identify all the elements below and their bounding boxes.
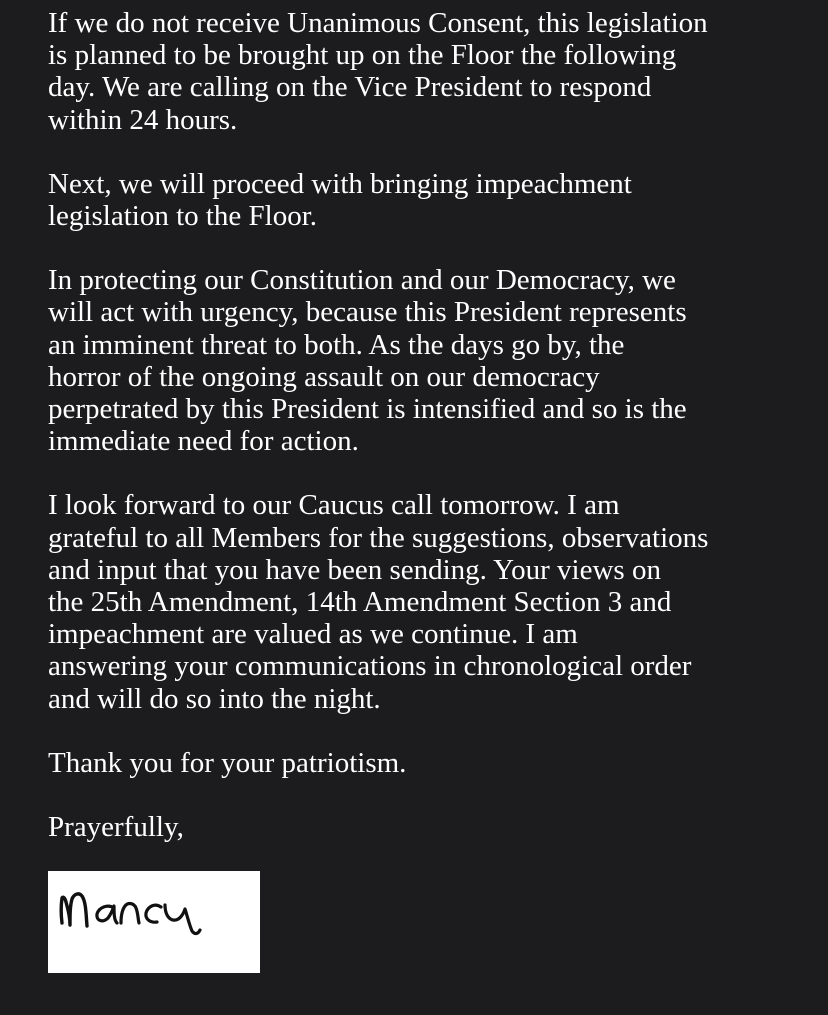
text-line: an imminent threat to both. As the days go by, the xyxy=(48,328,625,361)
text-line: immediate need for action. xyxy=(48,425,359,458)
text-line: is planned to be brought up on the Floor the following xyxy=(48,39,677,72)
text-line: answering your communications in chronological order xyxy=(48,650,692,683)
closing xyxy=(48,811,818,843)
signature-image xyxy=(48,871,260,973)
text-line: will act with urgency, because this President represents xyxy=(48,296,687,329)
text-line: horror of the ongoing assault on our democracy xyxy=(48,360,600,393)
handwritten-signature xyxy=(48,871,260,973)
text-line: within 24 hours. xyxy=(48,103,238,136)
text-line: impeachment are valued as we continue. I am xyxy=(48,618,578,651)
text-line: In protecting our Constitution and our Democracy, we xyxy=(48,264,676,297)
text-line: Next, we will proceed with bringing impeachment xyxy=(48,167,632,200)
paragraph-thank-you xyxy=(48,747,818,779)
text-line: day. We are calling on the Vice President to respond xyxy=(48,71,652,104)
letter-body xyxy=(48,7,818,843)
paragraph-constitution xyxy=(48,264,818,457)
text-line: Thank you for your patriotism. xyxy=(48,746,407,779)
text-line: the 25th Amendment, 14th Amendment Section 3 and xyxy=(48,586,672,619)
text-line: and will do so into the night. xyxy=(48,682,381,715)
text-line: grateful to all Members for the suggestions, observations xyxy=(48,521,709,554)
text-line: perpetrated by this President is intensified and so is the xyxy=(48,393,687,426)
closing-text: Prayerfully, xyxy=(48,811,184,844)
text-line: I look forward to our Caucus call tomorrow. I am xyxy=(48,489,620,522)
text-line: and input that you have been sending. Your views on xyxy=(48,553,661,586)
paragraph-unanimous-consent xyxy=(48,7,818,136)
paragraph-impeachment xyxy=(48,168,818,232)
paragraph-caucus-call xyxy=(48,489,818,714)
text-line: If we do not receive Unanimous Consent, this legislation xyxy=(48,7,708,39)
text-line: legislation to the Floor. xyxy=(48,200,318,233)
